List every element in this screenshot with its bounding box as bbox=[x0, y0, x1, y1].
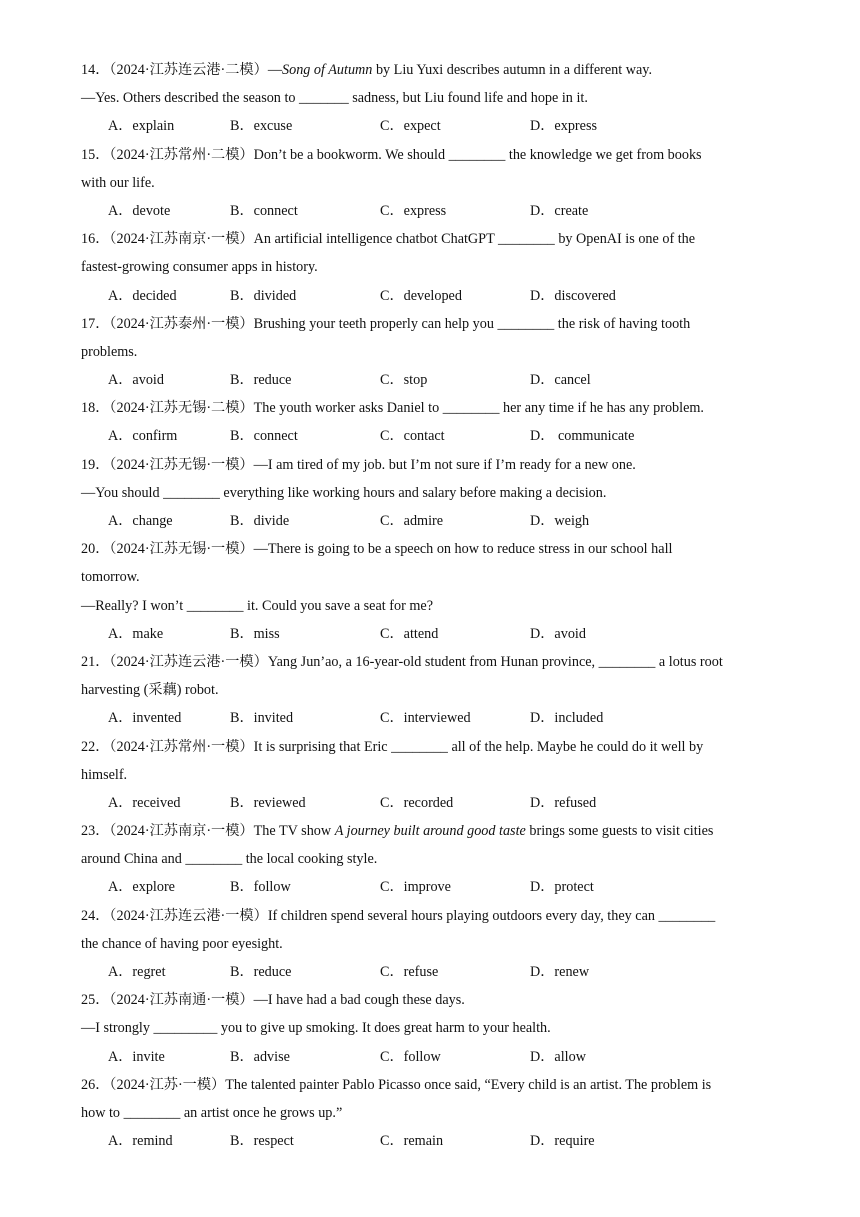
question-text-line bbox=[81, 817, 781, 845]
answer-option-c: C．interviewed bbox=[380, 710, 471, 727]
question-text: by Liu Yuxi describes autumn in a different way. bbox=[372, 62, 652, 78]
question-text-line bbox=[81, 141, 781, 169]
question-text-line bbox=[81, 535, 781, 563]
answer-option-b: B．respect bbox=[230, 1133, 294, 1150]
question-text-line bbox=[81, 902, 781, 930]
answer-option-a: A．regret bbox=[108, 964, 166, 980]
question-number: 17． bbox=[81, 315, 110, 332]
answer-option-d: D． communicate bbox=[530, 428, 635, 445]
answer-option-d: D．require bbox=[530, 1133, 595, 1150]
question-number: 22． bbox=[81, 738, 110, 755]
question-item bbox=[81, 225, 781, 310]
question-number: 21． bbox=[81, 653, 110, 670]
answer-option-c: C．improve bbox=[380, 879, 451, 896]
question-text-line bbox=[81, 1071, 781, 1099]
answer-option-c: C．admire bbox=[380, 513, 444, 529]
question-source: （2024·江苏南京·一模） bbox=[109, 823, 254, 840]
question-text-line bbox=[81, 225, 781, 253]
question-text: around China and ________ the local cooking style. bbox=[81, 851, 378, 868]
answer-option-b: B．reduce bbox=[230, 964, 292, 980]
question-number: 24． bbox=[81, 907, 110, 924]
answer-options bbox=[81, 507, 781, 535]
question-text: Don’t be a bookworm. We should ________ the knowledge we get from books bbox=[253, 146, 702, 163]
question-item bbox=[81, 648, 781, 733]
question-source: （2024·江苏连云港·一模） bbox=[109, 907, 268, 924]
answer-option-b: B．connect bbox=[230, 428, 298, 445]
question-text-line bbox=[81, 451, 781, 479]
question-item bbox=[81, 394, 781, 450]
answer-option-c: C．contact bbox=[380, 428, 445, 445]
question-source: （2024·江苏·一模） bbox=[109, 1076, 226, 1093]
question-list bbox=[81, 56, 781, 1155]
answer-option-b: B．divide bbox=[230, 513, 290, 529]
answer-options bbox=[81, 197, 781, 225]
question-item bbox=[81, 310, 781, 395]
question-text: An artificial intelligence chatbot ChatGPT ________ by OpenAI is one of the bbox=[253, 231, 696, 248]
question-text-line bbox=[81, 676, 781, 704]
question-item bbox=[81, 141, 781, 226]
question-text-line bbox=[81, 479, 781, 507]
question-text: fastest-growing consumer apps in history. bbox=[81, 259, 318, 276]
answer-option-d: D．avoid bbox=[530, 625, 586, 642]
question-number: 20． bbox=[81, 541, 110, 558]
question-text: —Really? I won’t ________ it. Could you save a seat for me? bbox=[81, 597, 433, 614]
question-text: Brushing your teeth properly can help you ________ the risk of having tooth bbox=[253, 315, 691, 332]
answer-options bbox=[81, 366, 781, 394]
question-text: problems. bbox=[81, 343, 138, 360]
answer-option-b: B．follow bbox=[230, 879, 291, 896]
answer-option-d: D．renew bbox=[530, 964, 590, 980]
question-item bbox=[81, 902, 781, 987]
answer-options bbox=[81, 282, 781, 310]
question-text-line bbox=[81, 1014, 781, 1042]
question-number: 16． bbox=[81, 231, 110, 248]
question-text: If children spend several hours playing outdoors every day, they can ________ bbox=[267, 907, 716, 924]
question-source: （2024·江苏常州·二模） bbox=[109, 146, 254, 163]
question-number: 18． bbox=[81, 400, 110, 417]
italic-title: A journey built around good taste bbox=[334, 823, 526, 840]
question-item bbox=[81, 535, 781, 648]
question-text-line bbox=[81, 394, 781, 422]
answer-option-c: C．remain bbox=[380, 1133, 444, 1150]
question-text: Yang Jun’ao, a 16-year-old student from Hunan province, ________ a lotus root bbox=[267, 653, 723, 670]
question-text: The TV show bbox=[253, 823, 335, 840]
question-text: —I strongly _________ you to give up smoking. It does great harm to your health. bbox=[81, 1020, 551, 1037]
answer-options bbox=[81, 958, 781, 986]
question-text: brings some guests to visit cities bbox=[525, 823, 714, 840]
question-text-line bbox=[81, 845, 781, 873]
answer-option-b: B．invited bbox=[230, 710, 294, 727]
answer-options bbox=[81, 422, 781, 450]
answer-option-a: A．invented bbox=[108, 710, 182, 727]
answer-option-d: D．weigh bbox=[530, 513, 590, 529]
question-number: 15． bbox=[81, 146, 110, 163]
answer-option-c: C．follow bbox=[380, 1048, 441, 1065]
question-text: —There is going to be a speech on how to reduce stress in our school hall bbox=[253, 541, 673, 558]
answer-option-c: C．express bbox=[380, 202, 447, 219]
question-text-line bbox=[81, 761, 781, 789]
answer-options bbox=[81, 112, 781, 140]
question-source: （2024·江苏常州·一模） bbox=[109, 738, 254, 755]
question-text-line bbox=[81, 986, 781, 1014]
question-text-line bbox=[81, 253, 781, 281]
answer-options bbox=[81, 620, 781, 648]
question-text-line bbox=[81, 930, 781, 958]
question-text: It is surprising that Eric ________ all of the help. Maybe he could do it well by bbox=[253, 738, 704, 755]
question-text: harvesting (采藕) robot. bbox=[81, 682, 219, 699]
question-number: 25． bbox=[81, 992, 110, 1009]
question-text: the chance of having poor eyesight. bbox=[81, 935, 283, 952]
question-text-line bbox=[81, 338, 781, 366]
question-number: 26． bbox=[81, 1076, 110, 1093]
question-item bbox=[81, 451, 781, 536]
answer-option-b: B．excuse bbox=[230, 118, 293, 135]
question-source: （2024·江苏连云港·一模） bbox=[109, 653, 268, 670]
answer-option-c: C．expect bbox=[380, 118, 441, 135]
question-source: （2024·江苏连云港·二模） bbox=[109, 62, 268, 78]
answer-option-d: D．refused bbox=[530, 794, 597, 811]
answer-option-b: B．reviewed bbox=[230, 794, 306, 811]
answer-option-c: C．refuse bbox=[380, 964, 439, 980]
question-source: （2024·江苏泰州·一模） bbox=[109, 315, 254, 332]
question-text-line bbox=[81, 1099, 781, 1127]
answer-options bbox=[81, 1127, 781, 1155]
question-number: 19． bbox=[81, 456, 110, 473]
question-text-line bbox=[81, 310, 781, 338]
question-source: （2024·江苏无锡·一模） bbox=[109, 541, 254, 558]
answer-options bbox=[81, 1043, 781, 1071]
question-text: —I have had a bad cough these days. bbox=[253, 992, 465, 1009]
answer-option-a: A．confirm bbox=[108, 428, 178, 445]
answer-option-c: C．attend bbox=[380, 625, 439, 642]
answer-option-a: A．explore bbox=[108, 879, 175, 896]
answer-option-d: D．discovered bbox=[530, 287, 616, 304]
answer-option-c: C．developed bbox=[380, 287, 462, 304]
question-text: himself. bbox=[81, 766, 128, 783]
answer-option-a: A．remind bbox=[108, 1133, 173, 1150]
question-source: （2024·江苏无锡·一模） bbox=[109, 456, 254, 473]
question-text: —I am tired of my job. but I’m not sure if I’m ready for a new one. bbox=[253, 456, 636, 473]
question-item bbox=[81, 817, 781, 902]
question-text-line bbox=[81, 56, 781, 84]
question-text: — bbox=[267, 62, 282, 78]
question-text-line bbox=[81, 84, 781, 112]
question-text: how to ________ an artist once he grows up.” bbox=[81, 1104, 343, 1121]
answer-option-d: D．cancel bbox=[530, 372, 591, 389]
answer-option-c: C．stop bbox=[380, 372, 428, 389]
answer-option-a: A．invite bbox=[108, 1048, 165, 1065]
question-text-line bbox=[81, 169, 781, 197]
answer-option-d: D．express bbox=[530, 118, 597, 135]
question-text-line bbox=[81, 733, 781, 761]
question-item bbox=[81, 986, 781, 1071]
question-text: tomorrow. bbox=[81, 569, 140, 586]
answer-option-a: A．avoid bbox=[108, 372, 164, 389]
answer-option-c: C．recorded bbox=[380, 794, 454, 811]
question-item bbox=[81, 733, 781, 818]
answer-options bbox=[81, 873, 781, 901]
question-item bbox=[81, 56, 781, 141]
answer-options bbox=[81, 704, 781, 732]
answer-option-b: B．miss bbox=[230, 625, 280, 642]
question-text-line bbox=[81, 563, 781, 591]
answer-option-b: B．connect bbox=[230, 202, 298, 219]
answer-options bbox=[81, 789, 781, 817]
answer-option-a: A．devote bbox=[108, 202, 171, 219]
italic-title: Song of Autumn bbox=[282, 62, 373, 78]
answer-option-a: A．explain bbox=[108, 118, 175, 135]
question-number: 14． bbox=[81, 62, 110, 78]
question-text: The talented painter Pablo Picasso once said, “Every child is an artist. The problem is bbox=[225, 1076, 712, 1093]
answer-option-b: B．advise bbox=[230, 1048, 290, 1065]
question-text: —You should ________ everything like working hours and salary before making a decision. bbox=[81, 484, 607, 501]
question-item bbox=[81, 1071, 781, 1156]
question-source: （2024·江苏南通·一模） bbox=[109, 992, 254, 1009]
question-source: （2024·江苏无锡·二模） bbox=[109, 400, 254, 417]
question-text-line bbox=[81, 592, 781, 620]
answer-option-a: A．make bbox=[108, 625, 164, 642]
question-text: with our life. bbox=[81, 174, 155, 191]
answer-option-b: B．divided bbox=[230, 287, 297, 304]
answer-option-b: B．reduce bbox=[230, 372, 292, 389]
question-text: The youth worker asks Daniel to ________ her any time if he has any problem. bbox=[253, 400, 704, 417]
question-source: （2024·江苏南京·一模） bbox=[109, 231, 254, 248]
answer-option-a: A．decided bbox=[108, 287, 177, 304]
answer-option-d: D．create bbox=[530, 202, 589, 219]
answer-option-a: A．change bbox=[108, 513, 173, 529]
answer-option-d: D．allow bbox=[530, 1048, 586, 1065]
question-text-line bbox=[81, 648, 781, 676]
answer-option-d: D．included bbox=[530, 710, 604, 727]
answer-option-d: D．protect bbox=[530, 879, 594, 896]
answer-option-a: A．received bbox=[108, 794, 181, 811]
question-number: 23． bbox=[81, 823, 110, 840]
question-text: —Yes. Others described the season to _______ sadness, but Liu found life and hope in it. bbox=[81, 90, 588, 107]
